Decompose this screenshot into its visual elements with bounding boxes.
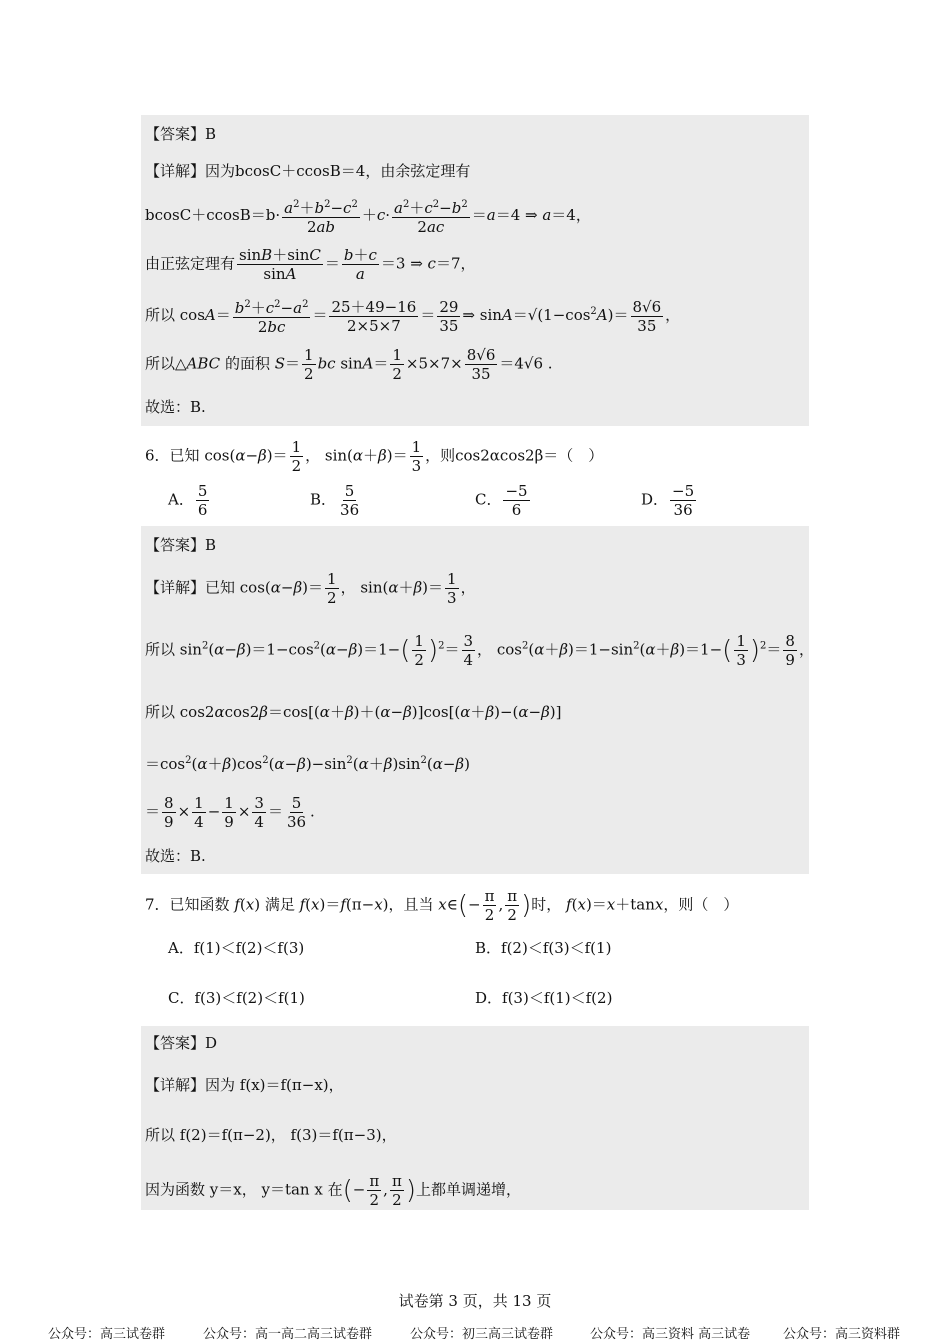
q6-detail-squares: 所以 $\sin^2(\alpha-\beta)=1-\cos^2(\alpha-\beta)=1-$( $\frac{1}{2}$ )$^2$＝ $\frac{3}{4}$ ， $\cos^2(\alpha+\beta)=1-\sin^2(\alpha+\beta)=1-$( $\frac{1}{3}$ )$^2$＝ $\frac{8}{9}$ ， [145,632,814,669]
q7-option-a[interactable]: A．f(1)＜f(2)＜f(3) [168,939,305,957]
q6-detail-result: ＝ $\frac{8}{9}$ × $\frac{1}{4}$ − $\frac{1}{9}$ × $\frac{3}{4}$ ＝ $\frac{5}{36}$ . [145,794,315,831]
q6-option-c[interactable]: C． $\frac{-5}{6}$ [475,482,528,519]
q7-stem: 7．已知函数 f(x) 满足 f(x)＝f(π−x)，且当 x∈(− $\frac{\pi}{2}$ , $\frac{\pi}{2}$ )时， f(x)＝x＋tanx，则（ ） [145,887,739,924]
q7-detail-2: 所以 f(2)＝f(π−2)， f(3)＝f(π−3)， [145,1126,397,1144]
q7-detail-1: 【详解】因为 f(x)＝f(π−x)， [145,1076,344,1094]
q5-detail-intro: 【详解】因为bcosC＋ccosB＝4，由余弦定理有 [145,162,471,180]
q7-option-d[interactable]: D．f(3)＜f(1)＜f(2) [475,989,613,1007]
q5-area: 所以△ABC 的面积 S＝ $\frac{1}{2}$ bc sinA＝ $\frac{1}{2}$ ×5×7× $\frac{8√6}{35}$ ＝4√6 . [145,346,553,383]
q6-option-d[interactable]: D． $\frac{-5}{36}$ [641,482,695,519]
q6-option-b[interactable]: B． $\frac{5}{36}$ [310,482,360,519]
q6-option-a[interactable]: A． $\frac{5}{6}$ [168,482,208,519]
q5-conclusion: 故选：B. [145,398,206,416]
page-footer: 试卷第 3 页，共 13 页 [398,1292,552,1310]
q7-option-c[interactable]: C．f(3)＜f(2)＜f(1) [168,989,305,1007]
watermark-1: 公众号：高三试卷群 [48,1327,166,1342]
q5-cosine-law: bcosC＋ccosB＝b· $\frac{a^2+b^2-c^2}{2ab}$ ＋c· $\frac{a^2+c^2-b^2}{2ac}$ ＝a＝4 ⇒ a＝4， [145,196,591,236]
q7-option-b[interactable]: B．f(2)＜f(3)＜f(1) [475,939,612,957]
q6-detail-product: 所以 cos2αcos2β＝cos[(α＋β)＋(α−β)]cos[(α＋β)−(α−β)] [145,703,562,721]
q7-answer: 【答案】D [145,1034,218,1052]
q5-cosA: 所以 cosA＝ $\frac{b^2+c^2-a^2}{2bc}$ ＝ $\frac{25+49-16}{2\times 5\times 7}$ ＝ $\frac{29}{35}$ ⇒ $\sin A=√(1-\cos^2A)=$ $\frac{8√6}{35}$ ， [145,297,681,336]
q5-answer: 【答案】B [145,125,217,143]
q6-conclusion: 故选：B. [145,847,206,865]
q6-detail-given: 【详解】已知 cos(α−β)＝ $\frac{1}{2}$ ， sin(α＋β)＝ $\frac{1}{3}$ ， [145,570,476,607]
q6-answer: 【答案】B [145,536,217,554]
watermark-2: 公众号：高一高二高三试卷群 [203,1327,373,1342]
watermark-5: 公众号：高三资料群 [783,1327,901,1342]
watermark-3: 公众号：初三高三试卷群 [410,1327,554,1342]
q7-detail-3: 因为函数 y＝x， y＝tan x 在(− $\frac{\pi}{2}$ , $\frac{\pi}{2}$ )上都单调递增， [145,1172,521,1209]
q6-detail-expand: $=\cos^2(\alpha+\beta)\cos^2(\alpha-\beta)-\sin^2(\alpha+\beta)\sin^2(\alpha-\beta)$ [145,755,470,773]
q5-sine-law: 由正弦定理有 $\frac{\sin B+\sin C}{\sin A}$ ＝ $\frac{b+c}{a}$ ＝3 ⇒ c＝7， [145,246,476,283]
q6-stem: 6．已知 cos(α−β)＝ $\frac{1}{2}$ ， sin(α＋β)＝ $\frac{1}{3}$ ，则cos2αcos2β＝（ ） [145,438,604,475]
watermark-4: 公众号：高三资料 高三试卷 [590,1327,751,1342]
